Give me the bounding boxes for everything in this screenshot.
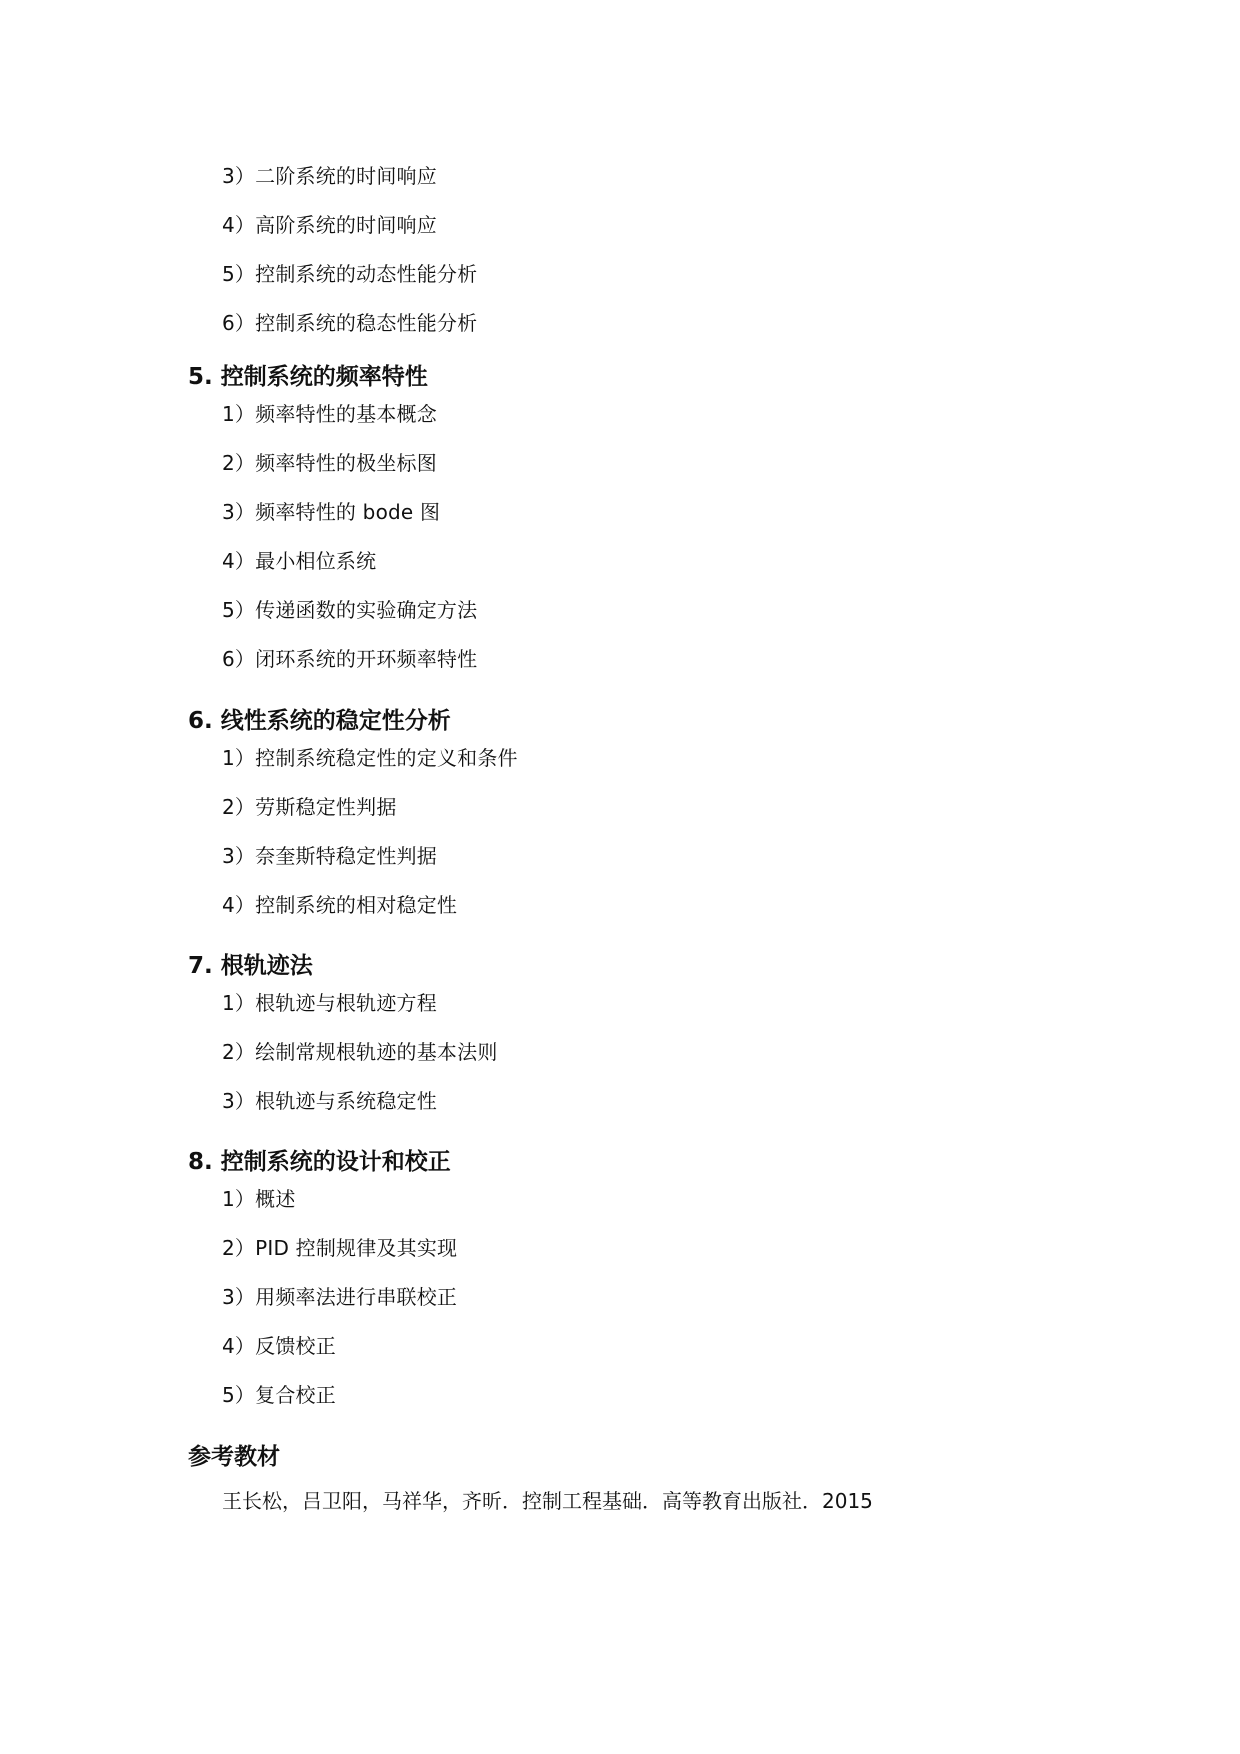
list-item: 5）复合校正 [222,1383,336,1407]
list-item: 5）传递函数的实验确定方法 [222,598,478,622]
section-item-list [222,398,477,692]
list-item: 4）最小相位系统 [222,549,377,573]
list-item: 1）频率特性的基本概念 [222,402,437,426]
section-item-list [222,742,518,938]
section-heading: 7. 根轨迹法 [188,953,313,979]
list-item: 3）频率特性的 bode 图 [222,500,441,524]
section-item-list [222,987,498,1134]
list-item: 3）根轨迹与系统稳定性 [222,1089,437,1113]
list-item: 6）控制系统的稳态性能分析 [222,311,478,335]
section-stability-analysis [188,705,518,938]
list-item: 2）PID 控制规律及其实现 [222,1236,458,1260]
list-item: 1）概述 [222,1187,296,1211]
list-item: 6）闭环系统的开环频率特性 [222,647,478,671]
list-item: 3）奈奎斯特稳定性判据 [222,844,437,868]
list-item: 4）反馈校正 [222,1334,336,1358]
list-item: 2）劳斯稳定性判据 [222,795,397,819]
section-item-list [222,1183,457,1428]
list-item: 3）用频率法进行串联校正 [222,1285,458,1309]
reference-entry: 王长松，吕卫阳，马祥华，齐昕．控制工程基础．高等教育出版社．2015 [222,1489,873,1513]
references-heading: 参考教材 [188,1444,280,1470]
section-root-locus [188,950,498,1134]
section-heading: 5. 控制系统的频率特性 [188,364,428,390]
list-item: 5）控制系统的动态性能分析 [222,262,478,286]
list-item: 2）频率特性的极坐标图 [222,451,437,475]
list-item: 3）二阶系统的时间响应 [222,164,437,188]
section-heading: 8. 控制系统的设计和校正 [188,1149,451,1175]
list-item: 1）根轨迹与根轨迹方程 [222,991,437,1015]
list-item: 1）控制系统稳定性的定义和条件 [222,746,518,770]
section-design-and-compensation [188,1146,457,1428]
list-item: 2）绘制常规根轨迹的基本法则 [222,1040,498,1064]
section-frequency-characteristics [188,361,477,692]
section-heading: 6. 线性系统的稳定性分析 [188,708,451,734]
list-item: 4）控制系统的相对稳定性 [222,893,458,917]
list-item: 4）高阶系统的时间响应 [222,213,437,237]
references-section [188,1441,873,1517]
continued-item-list [222,160,477,356]
